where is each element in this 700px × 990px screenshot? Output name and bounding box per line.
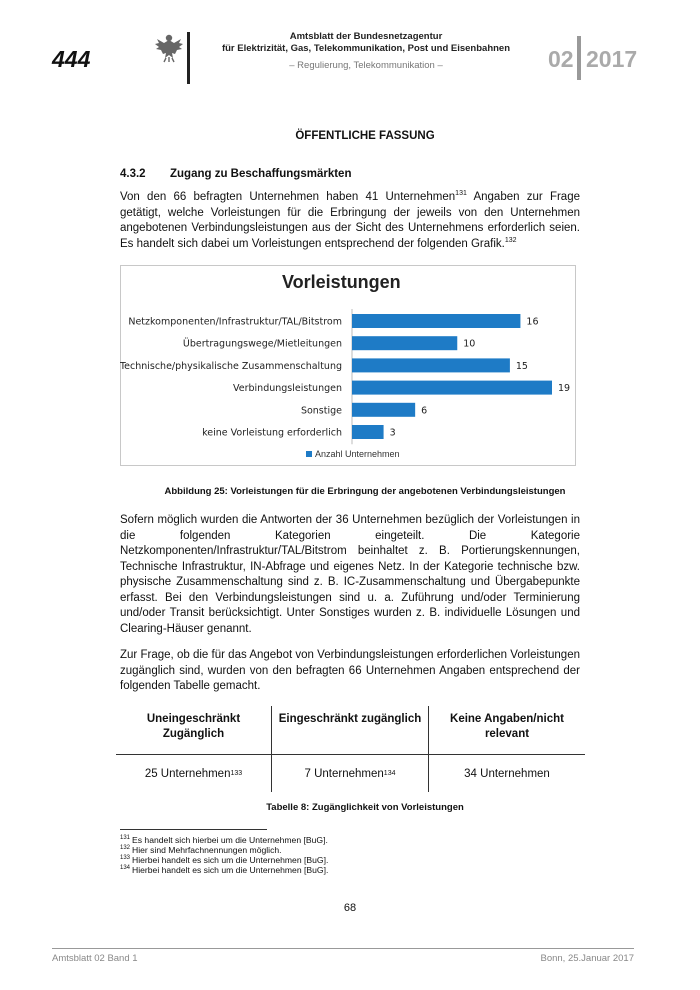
table-header-cell: Uneingeschränkt Zugänglich [146, 713, 241, 740]
access-table [116, 706, 585, 792]
chart-title: Vorleistungen [282, 272, 401, 292]
footnote-divider [120, 829, 267, 830]
table-cell-text: 7 Unternehmen [304, 767, 384, 780]
footnote-ref-132[interactable]: 132 [504, 236, 517, 244]
category-label: Verbindungsleistungen [233, 383, 342, 395]
legend-label: Anzahl Unternehmen [315, 449, 400, 459]
journal-subtitle: – Regulierung, Telekommunikation – [289, 60, 443, 71]
footnote-number: 132 [120, 845, 131, 852]
figure-caption: Abbildung 25: Vorleistungen für die Erbringung der angebotenen Verbindungsleistungen [164, 486, 566, 497]
footer-issue: Amtsblatt 02 Band 1 [52, 953, 138, 964]
category-label: Sonstige [300, 405, 342, 417]
public-version-heading: ÖFFENTLICHE FASSUNG [295, 130, 435, 142]
chart-bar [352, 336, 457, 350]
chart-bar [352, 358, 510, 372]
page-number-bottom: 68 [343, 902, 357, 914]
table-cell-text: 25 Unternehmen [144, 767, 231, 780]
chart-bar [352, 314, 520, 328]
chart-legend [306, 449, 400, 459]
paragraph-intro [120, 190, 580, 252]
table-cell-text: 34 Unternehmen [464, 767, 550, 780]
journal-title [200, 31, 532, 55]
paragraph-categories: Sofern möglich wurden die Antworten der 36 Unternehmen bezüglich der Vorleistungen in die folgenden Kategorien eingeteilt. Die Kategorie Netzkomponenten/Infrastruktur/TAL/Bitstrom beinhaltet z. B. Portierungskennungen, Technische Infrastruktur, IN-Abfrage und eigenes Netz. In der Kategorie technische bzw. physische Zusammenschaltung sind z. B. IC-Zusammenschaltung und Übergabepunkte erfasst. Bei den Verbindungsleistungen sind u. a. Zuführung und/oder Terminierung und/oder Transit berücksichtigt. Unter Sonstiges wurden z. B. individuelle Lösungen und Clearing-Häuser genannt. [120, 514, 580, 635]
issue-number: 02 [548, 46, 574, 72]
bar-chart [120, 265, 576, 466]
footnote-text: Es handelt sich hierbei um die Unternehmen [BuG]. [132, 835, 328, 845]
footnote-item [120, 855, 328, 865]
section-title: Zugang zu Beschaffungsmärkten [170, 168, 352, 180]
footnote-item [120, 845, 328, 855]
legend-swatch [306, 451, 312, 457]
journal-title-line2: für Elektrizität, Gas, Telekommunikation, Post und Eisenbahnen [221, 43, 511, 54]
category-label: Netzkomponenten/Infrastruktur/TAL/Bitstrom [128, 316, 342, 328]
issue-year: 2017 [586, 46, 638, 72]
journal-title-line1: Amtsblatt der Bundesnetzagentur [289, 31, 443, 42]
footnote-text: Hier sind Mehrfachnennungen möglich. [132, 845, 282, 855]
section-heading [120, 168, 351, 180]
data-label: 15 [515, 360, 528, 372]
category-label: Technische/physikalische Zusammenschaltung [120, 360, 342, 372]
category-label: Übertragungswege/Mietleitungen [182, 338, 342, 350]
footnote-number: 131 [120, 835, 131, 842]
table-header-cell: Eingeschränkt zugänglich [271, 706, 428, 754]
data-label: 16 [526, 316, 539, 328]
data-label: 10 [463, 338, 476, 350]
footnote-number: 134 [120, 865, 131, 872]
category-label: keine Vorleistung erforderlich [202, 427, 342, 439]
paragraph-intro-text1: Von den 66 befragten Unternehmen haben 41 Unternehmen [120, 191, 456, 203]
table-header-cell: Keine Angaben/nicht relevant [428, 706, 585, 754]
table-header-row [116, 706, 585, 755]
paragraph-access: Zur Frage, ob die für das Angebot von Verbindungsleistungen erforderlichen Vorleistungen zugänglich sind, wurden von den befragten 66 Unternehmen Angaben entsprechend der folgenden Tabelle gemacht. [120, 649, 580, 692]
table-cell: 7 Unternehmen 134 [271, 755, 428, 792]
footnotes [120, 835, 328, 875]
footer-divider [52, 948, 634, 949]
data-label: 3 [389, 427, 396, 439]
chart-bar [352, 381, 552, 395]
header-divider [187, 32, 190, 84]
footnote-number: 133 [120, 855, 131, 862]
footnote-ref-131[interactable]: 131 [455, 190, 467, 198]
data-label: 6 [421, 405, 428, 417]
section-number: 4.3.2 [120, 168, 146, 180]
footnote-item [120, 835, 328, 845]
table-caption: Tabelle 8: Zugänglichkeit von Vorleistungen [266, 802, 464, 813]
footnote-text: Hierbei handelt es sich um die Unternehmen [BuG]. [132, 855, 329, 865]
table-cell [428, 755, 585, 792]
data-label: 19 [558, 383, 571, 395]
chart-bar [352, 425, 384, 439]
footnote-item [120, 865, 328, 875]
paragraph-intro-text2: Angaben zur Frage getätigt, welche Vorleistungen für die Erbringung der jeweils von den Unternehmen angebotenen Verbindungsleistungen aus der Sicht des Unternehmens erforderlich seien. Es handelt sich dabei um Vorleistungen entsprechend der folgenden Grafik. [120, 191, 580, 250]
footer-date: Bonn, 25.Januar 2017 [540, 953, 634, 964]
chart-bar [352, 403, 415, 417]
page-number: 444 [52, 46, 91, 72]
issue-divider [577, 36, 581, 80]
table-row [116, 755, 585, 792]
footnote-text: Hierbei handelt es sich um die Unternehmen [BuG]. [132, 865, 329, 875]
table-cell: 25 Unternehmen 133 [144, 767, 243, 780]
federal-eagle-icon [152, 31, 186, 65]
